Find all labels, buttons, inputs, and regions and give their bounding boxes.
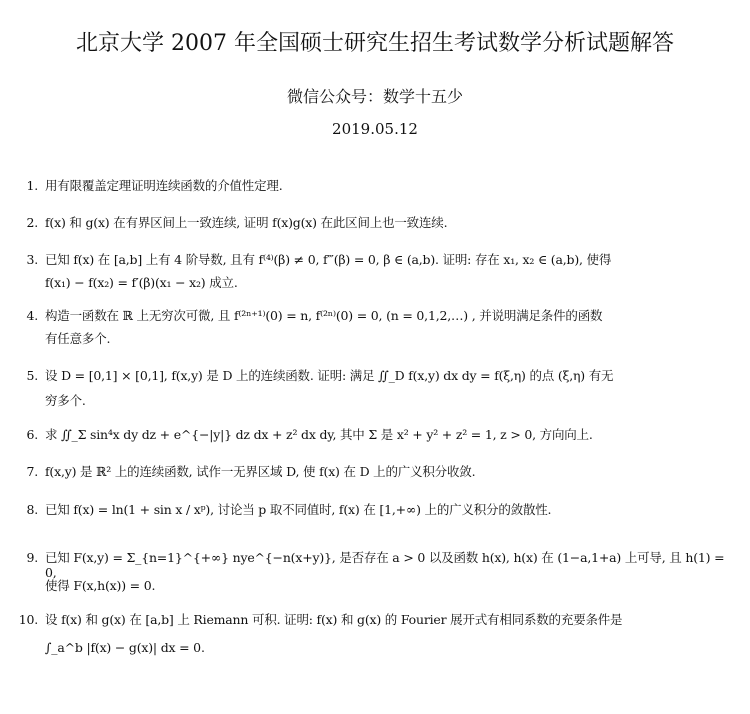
problem-number: 9. (26, 550, 38, 565)
problem-number: 8. (26, 502, 38, 517)
document-title: 北京大学 2007 年全国硕士研究生招生考试数学分析试题解答 (76, 31, 674, 56)
problem-text: f(x,y) 是 ℝ² 上的连续函数, 试作一无界区域 D, 使 f(x) 在 D 上的广义积分收敛. (45, 464, 476, 479)
problem-number: 7. (26, 464, 38, 479)
problem-text: f(x₁) − f(x₂) = f′(β)(x₁ − x₂) 成立. (45, 275, 238, 290)
problem-text: 用有限覆盖定理证明连续函数的介值性定理. (45, 178, 283, 193)
problem-number: 10. (18, 612, 38, 627)
problem-text: f(x) 和 g(x) 在有界区间上一致连续, 证明 f(x)g(x) 在此区间上也一致连续. (45, 215, 448, 230)
problem-text: 有任意多个. (45, 331, 111, 346)
problem-number: 1. (26, 178, 38, 193)
document-date: 2019.05.12 (332, 120, 418, 138)
problem-text: 已知 f(x) 在 [a,b] 上有 4 阶导数, 且有 f⁽⁴⁾(β) ≠ 0, f‴(β) = 0, β ∈ (a,b). 证明: 存在 x₁, x₂ ∈ (a,b), 使得 (45, 252, 612, 267)
problem-text: 穷多个. (45, 393, 86, 408)
problem-text: 已知 F(x,y) = Σ_{n=1}^{+∞} nye^{−n(x+y)}, 是否存在 a > 0 以及函数 h(x), h(x) 在 (1−a,1+a) 上可导, 且 h(1) = 0, (45, 550, 725, 580)
problem-text: 设 D = [0,1] × [0,1], f(x,y) 是 D 上的连续函数. 证明: 满足 ∬_D f(x,y) dx dy = f(ξ,η) 的点 (ξ,η) 有无 (45, 368, 614, 383)
document-subtitle: 微信公众号：数学十五少 (286, 87, 463, 106)
problem-number: 6. (26, 427, 38, 442)
problem-number: 5. (26, 368, 38, 383)
problem-text: 构造一函数在 ℝ 上无穷次可微, 且 f⁽²ⁿ⁺¹⁾(0) = n, f⁽²ⁿ⁾(0) = 0, (n = 0,1,2,…) , 并说明满足条件的函数 (45, 308, 603, 323)
problem-number: 3. (26, 252, 38, 267)
problem-text: 求 ∬_Σ sin⁴x dy dz + e^{−|y|} dz dx + z² dx dy, 其中 Σ 是 x² + y² + z² = 1, z > 0, 方向向上. (45, 427, 593, 442)
problem-text: 已知 f(x) = ln(1 + sin x / xᵖ), 讨论当 p 取不同值时, f(x) 在 [1,+∞) 上的广义积分的敛散性. (45, 502, 552, 517)
problem-number: 4. (26, 308, 38, 323)
problem-text: ∫_a^b |f(x) − g(x)| dx = 0. (45, 640, 205, 655)
problem-text: 使得 F(x,h(x)) = 0. (45, 578, 156, 593)
problem-number: 2. (26, 215, 38, 230)
problem-text: 设 f(x) 和 g(x) 在 [a,b] 上 Riemann 可积. 证明: f(x) 和 g(x) 的 Fourier 展开式有相同系数的充要条件是 (45, 612, 623, 627)
